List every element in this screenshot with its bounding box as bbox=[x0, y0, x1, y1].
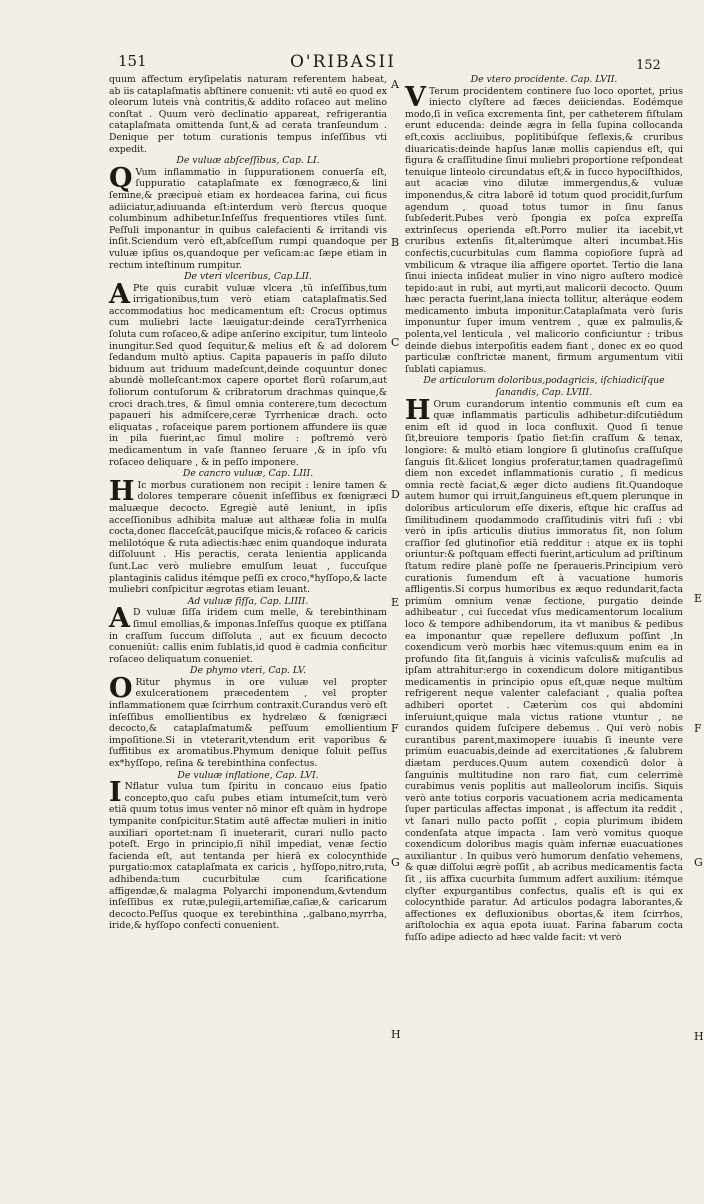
margin-marker: G bbox=[391, 856, 400, 869]
chapter-heading: De vtero procidente. Cap. LVII. bbox=[470, 74, 618, 85]
paragraph-text: D vuluæ ſiſſa iridem cum melle, & terebinthinam ſimul emollias,& imponas.Inſeſſus quoque ex ptiſſana in craſſum ſuccum diſſoluta , aut ex ficuum decocto conueniūt: callis enim ſublatis,id quod è cadmia conficitur roſaceo deliquatum conueniet. bbox=[109, 607, 387, 665]
page-header bbox=[0, 52, 700, 76]
chapter-heading: Ad vuluæ ſiſſa, Cap. LIIII. bbox=[187, 595, 309, 607]
margin-marker: D bbox=[391, 488, 400, 501]
right-text-column bbox=[405, 74, 683, 944]
body-paragraph bbox=[109, 74, 387, 155]
margin-marker: F bbox=[391, 722, 399, 735]
chapter-heading: De vuluæ abſceſſibus, Cap. LI. bbox=[176, 155, 320, 167]
body-paragraph bbox=[109, 278, 387, 469]
margin-marker: H bbox=[391, 1028, 401, 1041]
paragraph-text: Vum inflammatio in ſuppurationem conuerſa eſt, ſuppuratio cataplaſmate ex fœnogræco,& lini ſemine,& præcipuè etiam ex hordeacea farina, cui ficus adiiciatur,adiuuanda eſt:interdum verò ſtercus quoque columbinum adhibetur.Inſeſſus frequentiores vtiles ſunt. Peſſuli imponantur in quibus calefacienti & irritandi vis inſit.Sciendum verò eſt,abſceſſum rumpi quandoque per vuluæ ipſius os,quandoque per veſicam:ac ſæpe etiam in rectum inteſtinum rumpitur. bbox=[109, 166, 387, 271]
body-paragraph bbox=[109, 475, 387, 596]
chapter-heading: De vuluæ inflatione, Cap. LVI. bbox=[177, 769, 319, 781]
left-text-column bbox=[109, 74, 387, 932]
page-number-right: 152 bbox=[636, 58, 661, 73]
running-title: O'RIBASII bbox=[290, 52, 396, 72]
margin-marker: E bbox=[694, 592, 703, 605]
body-paragraph bbox=[405, 81, 683, 376]
drop-initial: A bbox=[109, 603, 130, 635]
margin-marker: A bbox=[391, 78, 399, 91]
margin-marker: H bbox=[694, 1030, 704, 1043]
drop-initial: O bbox=[109, 672, 133, 704]
margin-marker: F bbox=[694, 722, 702, 735]
drop-initial: H bbox=[405, 394, 431, 426]
chapter-heading: De phymo vteri, Cap. LV. bbox=[190, 665, 306, 677]
chapter-heading: De articulorum doloribus,podagricis, iſchiadicíſque ſanandis, Cap. LVIII. bbox=[423, 375, 665, 399]
drop-initial: I bbox=[109, 777, 122, 809]
body-paragraph bbox=[109, 672, 387, 770]
paragraph-text: quum affectum eryſipelatis naturam referentem habeat, ab iis cataplaſmatis abſtinere conuenit: vti autē eo quod ex oleorum luteis vnà contritis,& addito roſaceo aut melino conſtat . Quum verò declinatio appareat, refrigerantia cataplaſmata omittenda ſunt,& ad cerata tranſeundum . Denique per totum curationis tempus inſeſſibus vti expedit. bbox=[109, 74, 387, 155]
paragraph-text: Pte quis curabit vuluæ vlcera ,tū inſeſſibus,tum irrigationibus,tum verò etiam cataplaſmatis.Sed accommodatius hoc medicamentum eſt: Crocus optimus cum muliebri lacte læuigatur:deinde ceraTyrrhenica ſoluta cum roſaceo,& adipe anſerino excipitur, tum linteolo inungitur.Sed quod ſequitur,& melius eſt & ad dolorem ſedandum multò aptius. Capita papaueris in paſſo diluto biduum aut triduum madeſcunt,deinde coquuntur donec abundè molleſcant:mox capere oportet florū roſarum,aut foliorum contuſorum & cribratorum drachmas quinque,& croci drach.tres, & ſimul omnia conterere,tum decoctum papaueri his admiſcere,ceræ Tyrrhenicæ drach. octo eliquatas , roſaceique parem portionem affundere iis quæ in pila fuerint,ac ſimul molire : poſtremò verò medicamentum in vaſe ſtanneo ſeruare ,& in ipſo vſu roſaceo deliquare , & in peſſo imponere. bbox=[109, 282, 387, 468]
drop-initial: V bbox=[405, 81, 426, 113]
chapter-heading: De cancro vuluæ, Cap. LIII. bbox=[182, 468, 314, 480]
chapter-heading: De vteri vlceribus, Cap.LII. bbox=[184, 271, 312, 283]
margin-marker: E bbox=[391, 596, 400, 609]
page-number-left: 151 bbox=[118, 52, 147, 70]
drop-initial: Q bbox=[109, 162, 133, 194]
paragraph-text: Orum curandorum intentio communis eſt cum ea quæ inflammatis particulis adhibetur:diſcutiēdum enim eſt id quod in loca confluxit. Quod ſi tenue ſit,breuiore temporis ſpatio ſiet:ſin craſſum & tenax, longiore: & multò etiam longiore ſi glutinoſus craſſuſque ſanguis ſit.&licet longius proferatur,tamen quadrageſimū diem non excedet inflammationis curatio , ſi medicus omnia rectè faciat,& æger dicto audiens ſit.Quandoque autem humor qui irruit,ſanguineus eſt,quem plerunque in doloribus articulorum eſſe dixeris, eſtque hic craſſus ad ſimilitudinem quodammodo craſſitudinis vitri fuſi : vbi verò in ipſis articulis diutius immoratus ſit, non ſolum craſſior ſed glutinoſior etiā redditur : atque ex iis tophi oriuntur:& poſtquam effecti fuerint,articulum ad priſtinum ſtatum redire planè poſſe ne ſperaueris.Principium verò curationis ſumendum eſt à vacuatione humoris affligentis.Si corpus humoribus ex æquo redundarit,facta primùm omnium venæ ſectione, purgatio deinde adhibeatur , cui ſuccedat vſus medicamentorum localium loco & tempore adhibendorum, ita vt manibus & pedibus ea imponantur quæ repellere defluxum poſſint ,In coxendicum verò morbis hæc vitemus:quum enim ea in profundo ſita ſit,ſanguis à vicinis vaſculis& muſculis ad ipſam attrahitur:ergo in coxendicum dolore mitigantibus medicamentis in principio opus eſt,quæ neque multùm refrigerent neque valenter calefaciant , qualia poſtea adhiberi oportet . Cæterùm cos qui abdomini inſeruiunt,quique mala victus ratione vtuntur , ne curandos quidem ſuſcipere debemus . Qui verò nobis curantibus parent,maximopere iuuabis ſi ineunte vere primùm euacuabis,deinde ad exercitationes ,& ſalubrem diætam perduces.Quum autem coxendicū dolor à ſanguinis multitudine non raro fiat, cum celerrimè curabimus venis poplitis aut malleolorum inciſis. Siquis verò ante totius corporis vacuationem acria medicamenta ſuper particulas affectas imponat , is affectum ita reddit , vt ſanari nullo pacto poſſit , copia plurimum ibidem condenſata atque impacta . Iam verò vomitus quoque coxendicum doloribus magis quàm infernæ euacuationes auxiliantur . In quibus verò humorum denſatio vehemens, & quæ diſſolui ægrè poſſit , ab acribus medicamentis facta ſit , iis affixa cucurbita ſummum adfert auxilium: itémque clyſter expurgantibus confectus, qualis eſt is qui ex colocynthide paratur. Ad articulos podagra laborantes,& affectiones ex defluxionibus obortas,& item ſcirrhos, ariſtolochia ex aqua epota iuuat. Farina fabarum cocta fuſſo adipe adiecto ad hæc valde facit: vt verò bbox=[405, 398, 683, 943]
paragraph-text: Terum procidentem continere ſuo loco oportet, prius iniecto clyſtere ad fæces deiiciendas. Eodémque modo,ſi in veſica excrementa ſint, per catheterem fiſtulam erunt educenda: deinde ægra in ſella ſupina collocanda eſt,coxis accliuibus, poplitibúſque ſeflexis,& cruribus diuaricatis:deinde hapſus lanæ mollis capiendus eſt, qui figura & craſſitudine ſinui muliebri proportione reſpondeat tenuique linteolo circundatus eſt,& in ſucco hypociſthidos, aut acaciæ vino dilutæ immergendus,& vuluæ imponendus,& citra laborē id totum quod procidit,ſurſum agendum , quoad totus tumor in ſinu ſanus ſubſederit.Pubes verò ſpongia ex poſca expreſſa extrinſecus operienda eſt.Porro mulier ita iacebit,vt cruribus extenſis ſit,alterúmque alteri incumbat.His confectis,cucurbitulas cum flamma copioſiore ſuprà ad vmbilicum & vtraque ilia affigere oportet. Tertio die lana ſinui iniecta inſideat mulier in vino nigro auſtero modicè tepido:aut in rubi, aut myrti,aut malicorii decocto. Quum hæc peracta fuerint,lana iniecta tollitur, alteráque eodem medicamento imbuta imponitur.Cataplaſmata verò ſuris imponuntur ſuper imum ventrem , quæ ex palmulis,& polenta,vel lenticula , vel malicorio conficiuntur : tribus deinde diebus interpoſitis eadem fiant , donec ex eo quod particulæ conſtrictæ manent, firmum argumentum vitii ſublati capiamus. bbox=[405, 85, 683, 375]
margin-marker: C bbox=[391, 336, 400, 349]
paragraph-text: Nflatur vulua tum ſpiritu in concauo eius ſpatio concepto,quo caſu pubes etiam intumeſcit,tum verò etiā quum totus imus venter nō minor eſt quàm in hydrope tympanite conſpicitur.Statim autē affectæ mulieri in initio auxiliari oportet:nam ſi inueterarit, curari nullo pacto poteſt. Ergo in principio,ſi nihil impediat, venæ ſectio facienda eſt, aut tentanda per hierā ex colocynthide purgatio:mox cataplaſmata ex caricis , hyſſopo,nitro,ruta, adhibenda:tum cucurbitulæ cum ſcarificatione affigendæ,& malagma Polyarchi imponendum,&vtendum inſeſſibus ex rutæ,pulegii,artemiſiæ,caſiæ,& caricarum decocto.Peſſus quoque ex terebinthina ,.galbano,myrrha, iride,& hyſſopo confecti conuenient. bbox=[109, 781, 387, 932]
body-paragraph bbox=[405, 394, 683, 944]
margin-marker: B bbox=[391, 236, 400, 249]
paragraph-text: Ic morbus curationem non recipit : lenire tamen & dolores temperare cōuenit inſeſſibus ex fœnigræci maluæque decocto. Egregiè autē leniunt, in ipſis acceſſionibus adhibita maluæ aut althææ folia in mulſa cocta,donec flacceſcāt,pauciſque micis,& roſaceo & caricis melilotóque & ruta adiectis:hæc enim quandoque indurata diſſoluunt . His peractis, cerata lenientia applicanda ſunt.Lac verò muliebre emulſum leuat , ſuccuſque plantaginis calidus itémque peſſi ex croco,*hyſſopo,& lacte muliebri conſpicitur ægrotas etiam leuant. bbox=[109, 479, 387, 596]
drop-initial: H bbox=[109, 475, 135, 507]
body-paragraph bbox=[109, 162, 387, 271]
body-paragraph bbox=[109, 603, 387, 665]
drop-initial: A bbox=[109, 278, 130, 310]
body-paragraph bbox=[109, 777, 387, 932]
paragraph-text: Ritur phymus in ore vuluæ vel propter exulcerationem præcedentem , vel propter inflammationem quæ ſcirrhum contraxit.Curandus verò eſt inſeſſibus emollientibus ex hydrelæo & fœnigræci decocto,& cataplaſmatum& peſſuum emollientium impoſitione.Si in vteterarit,vtendum erit vaporibus & ſuffitibus ex aromatibus.Phymum denique ſoluit peſſus ex*hyſſopo, reſina & terebinthina confectus. bbox=[109, 676, 387, 770]
margin-marker: G bbox=[694, 856, 703, 869]
